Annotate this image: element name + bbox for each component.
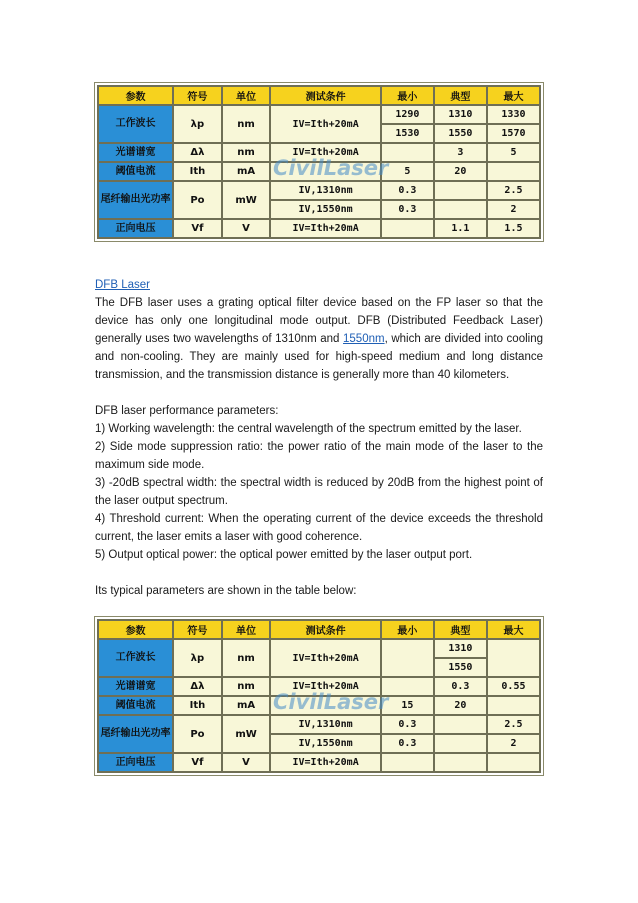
symbol-cell: Ith bbox=[173, 696, 222, 715]
header-param: 参数 bbox=[98, 620, 173, 639]
table-header-row bbox=[98, 620, 540, 639]
row-label-voltage: 正向电压 bbox=[98, 219, 173, 238]
max-cell: 2 bbox=[487, 200, 540, 219]
param-item: 2) Side mode suppression ratio: the power ratio of the main mode of the laser to the maximum side mode. bbox=[95, 441, 543, 471]
symbol-cell: Vf bbox=[173, 219, 222, 238]
table-row bbox=[98, 162, 540, 181]
spec-table-grid bbox=[97, 619, 541, 773]
symbol-cell: Po bbox=[173, 181, 222, 219]
max-cell bbox=[487, 639, 540, 677]
watermark-logo: CivilLaser bbox=[273, 690, 389, 714]
symbol-cell: Δλ bbox=[173, 143, 222, 162]
condition-cell: IV=Ith+20mA bbox=[270, 143, 381, 162]
max-cell: 2.5 bbox=[487, 715, 540, 734]
row-label-power: 尾纤输出光功率 bbox=[98, 715, 173, 753]
min-cell: 1530 bbox=[381, 124, 434, 143]
row-label-spectral-width: 光谱谱宽 bbox=[98, 143, 173, 162]
row-label-threshold: 阈值电流 bbox=[98, 696, 173, 715]
table-row bbox=[98, 181, 540, 200]
condition-cell: IV,1310nm bbox=[270, 181, 381, 200]
typ-cell: 0.3 bbox=[434, 677, 487, 696]
min-cell: 0.3 bbox=[381, 715, 434, 734]
header-condition: 测试条件 bbox=[270, 620, 381, 639]
row-label-wavelength: 工作波长 bbox=[98, 639, 173, 677]
param-item: 4) Threshold current: When the operating current of the device exceeds the threshold current, the laser emits a laser with good coherence. bbox=[95, 513, 543, 543]
row-label-power: 尾纤输出光功率 bbox=[98, 181, 173, 219]
min-cell: 0.3 bbox=[381, 734, 434, 753]
typ-cell: 1550 bbox=[434, 658, 487, 677]
max-cell: 1570 bbox=[487, 124, 540, 143]
min-cell: 15 bbox=[381, 696, 434, 715]
table-row bbox=[98, 715, 540, 734]
header-min: 最小 bbox=[381, 86, 434, 105]
header-symbol: 符号 bbox=[173, 86, 222, 105]
max-cell: 2 bbox=[487, 734, 540, 753]
unit-cell: mW bbox=[222, 181, 271, 219]
condition-cell: IV,1310nm bbox=[270, 715, 381, 734]
min-cell: 1290 bbox=[381, 105, 434, 124]
symbol-cell: Vf bbox=[173, 753, 222, 772]
symbol-cell: Ith bbox=[173, 162, 222, 181]
condition-cell: IV=Ith+20mA bbox=[270, 219, 381, 238]
dfb-laser-link[interactable]: DFB Laser bbox=[95, 279, 150, 291]
max-cell: 1.5 bbox=[487, 219, 540, 238]
min-cell bbox=[381, 219, 434, 238]
symbol-cell: Po bbox=[173, 715, 222, 753]
max-cell bbox=[487, 753, 540, 772]
header-condition: 测试条件 bbox=[270, 86, 381, 105]
table-header-row bbox=[98, 86, 540, 105]
typ-cell: 3 bbox=[434, 143, 487, 162]
table-row bbox=[98, 143, 540, 162]
header-max: 最大 bbox=[487, 620, 540, 639]
condition-cell: IV,1550nm bbox=[270, 734, 381, 753]
unit-cell: nm bbox=[222, 143, 271, 162]
max-cell bbox=[487, 162, 540, 181]
min-cell: 0.3 bbox=[381, 200, 434, 219]
intro-paragraph bbox=[95, 294, 543, 384]
unit-cell: mA bbox=[222, 696, 271, 715]
param-item: 1) Working wavelength: the central wavelength of the spectrum emitted by the laser. bbox=[95, 423, 522, 435]
header-max: 最大 bbox=[487, 86, 540, 105]
min-cell bbox=[381, 639, 434, 677]
intro-text-a: The DFB laser uses a grating optical filter device based on the FP laser so that the device has only one longitudinal mode output. DFB (Distributed Feedback Laser) generally uses two wavelengths of 1310nm and bbox=[95, 297, 543, 345]
typ-cell: 1310 bbox=[434, 105, 487, 124]
typ-cell: 1550 bbox=[434, 124, 487, 143]
typ-cell: 20 bbox=[434, 696, 487, 715]
max-cell: 0.55 bbox=[487, 677, 540, 696]
params-title: DFB laser performance parameters: bbox=[95, 405, 279, 417]
row-label-threshold: 阈值电流 bbox=[98, 162, 173, 181]
min-cell: 5 bbox=[381, 162, 434, 181]
unit-cell: nm bbox=[222, 105, 271, 143]
param-item: 5) Output optical power: the optical power emitted by the laser output port. bbox=[95, 549, 473, 561]
condition-cell: IV=Ith+20mA bbox=[270, 753, 381, 772]
unit-cell: mA bbox=[222, 162, 271, 181]
typ-cell bbox=[434, 734, 487, 753]
header-symbol: 符号 bbox=[173, 620, 222, 639]
unit-cell: mW bbox=[222, 715, 271, 753]
typ-cell: 20 bbox=[434, 162, 487, 181]
condition-cell: IV=Ith+20mA bbox=[270, 105, 381, 143]
table-row bbox=[98, 753, 540, 772]
row-label-voltage: 正向电压 bbox=[98, 753, 173, 772]
table-row bbox=[98, 696, 540, 715]
symbol-cell: Δλ bbox=[173, 677, 222, 696]
row-label-wavelength: 工作波长 bbox=[98, 105, 173, 143]
unit-cell: nm bbox=[222, 639, 271, 677]
condition-cell: IV=Ith+20mA bbox=[270, 639, 381, 677]
table-row bbox=[98, 105, 540, 124]
typ-cell: 1310 bbox=[434, 639, 487, 658]
watermark-logo: CivilLaser bbox=[273, 156, 389, 180]
typ-cell bbox=[434, 715, 487, 734]
param-item: 3) -20dB spectral width: the spectral width is reduced by 20dB from the highest point of the laser output spectrum. bbox=[95, 477, 543, 507]
symbol-cell: λp bbox=[173, 105, 222, 143]
condition-cell bbox=[270, 162, 381, 181]
min-cell bbox=[381, 753, 434, 772]
min-cell bbox=[381, 677, 434, 696]
article-body bbox=[95, 276, 543, 600]
max-cell: 5 bbox=[487, 143, 540, 162]
condition-cell: IV=Ith+20mA bbox=[270, 677, 381, 696]
typ-cell bbox=[434, 200, 487, 219]
table-row bbox=[98, 639, 540, 658]
unit-cell: V bbox=[222, 219, 271, 238]
spec-table-2 bbox=[94, 616, 544, 776]
header-param: 参数 bbox=[98, 86, 173, 105]
typ-cell bbox=[434, 181, 487, 200]
max-cell: 1330 bbox=[487, 105, 540, 124]
max-cell bbox=[487, 696, 540, 715]
header-typ: 典型 bbox=[434, 86, 487, 105]
unit-cell: V bbox=[222, 753, 271, 772]
max-cell: 2.5 bbox=[487, 181, 540, 200]
min-cell bbox=[381, 143, 434, 162]
header-min: 最小 bbox=[381, 620, 434, 639]
min-cell: 0.3 bbox=[381, 181, 434, 200]
row-label-spectral-width: 光谱谱宽 bbox=[98, 677, 173, 696]
table-row bbox=[98, 219, 540, 238]
table-intro: Its typical parameters are shown in the table below: bbox=[95, 585, 357, 597]
table-row bbox=[98, 677, 540, 696]
wavelength-1550-link[interactable]: 1550nm bbox=[343, 333, 385, 345]
typ-cell bbox=[434, 753, 487, 772]
header-typ: 典型 bbox=[434, 620, 487, 639]
symbol-cell: λp bbox=[173, 639, 222, 677]
spec-table-1 bbox=[94, 82, 544, 242]
header-unit: 单位 bbox=[222, 86, 271, 105]
typ-cell: 1.1 bbox=[434, 219, 487, 238]
condition-cell bbox=[270, 696, 381, 715]
condition-cell: IV,1550nm bbox=[270, 200, 381, 219]
unit-cell: nm bbox=[222, 677, 271, 696]
header-unit: 单位 bbox=[222, 620, 271, 639]
spec-table-grid bbox=[97, 85, 541, 239]
intro-text-b: , which are divided into cooling and non-cooling. They are mainly used for high-speed medium and long distance transmission, and the transmission distance is generally more than 40 kilometers. bbox=[95, 333, 543, 381]
